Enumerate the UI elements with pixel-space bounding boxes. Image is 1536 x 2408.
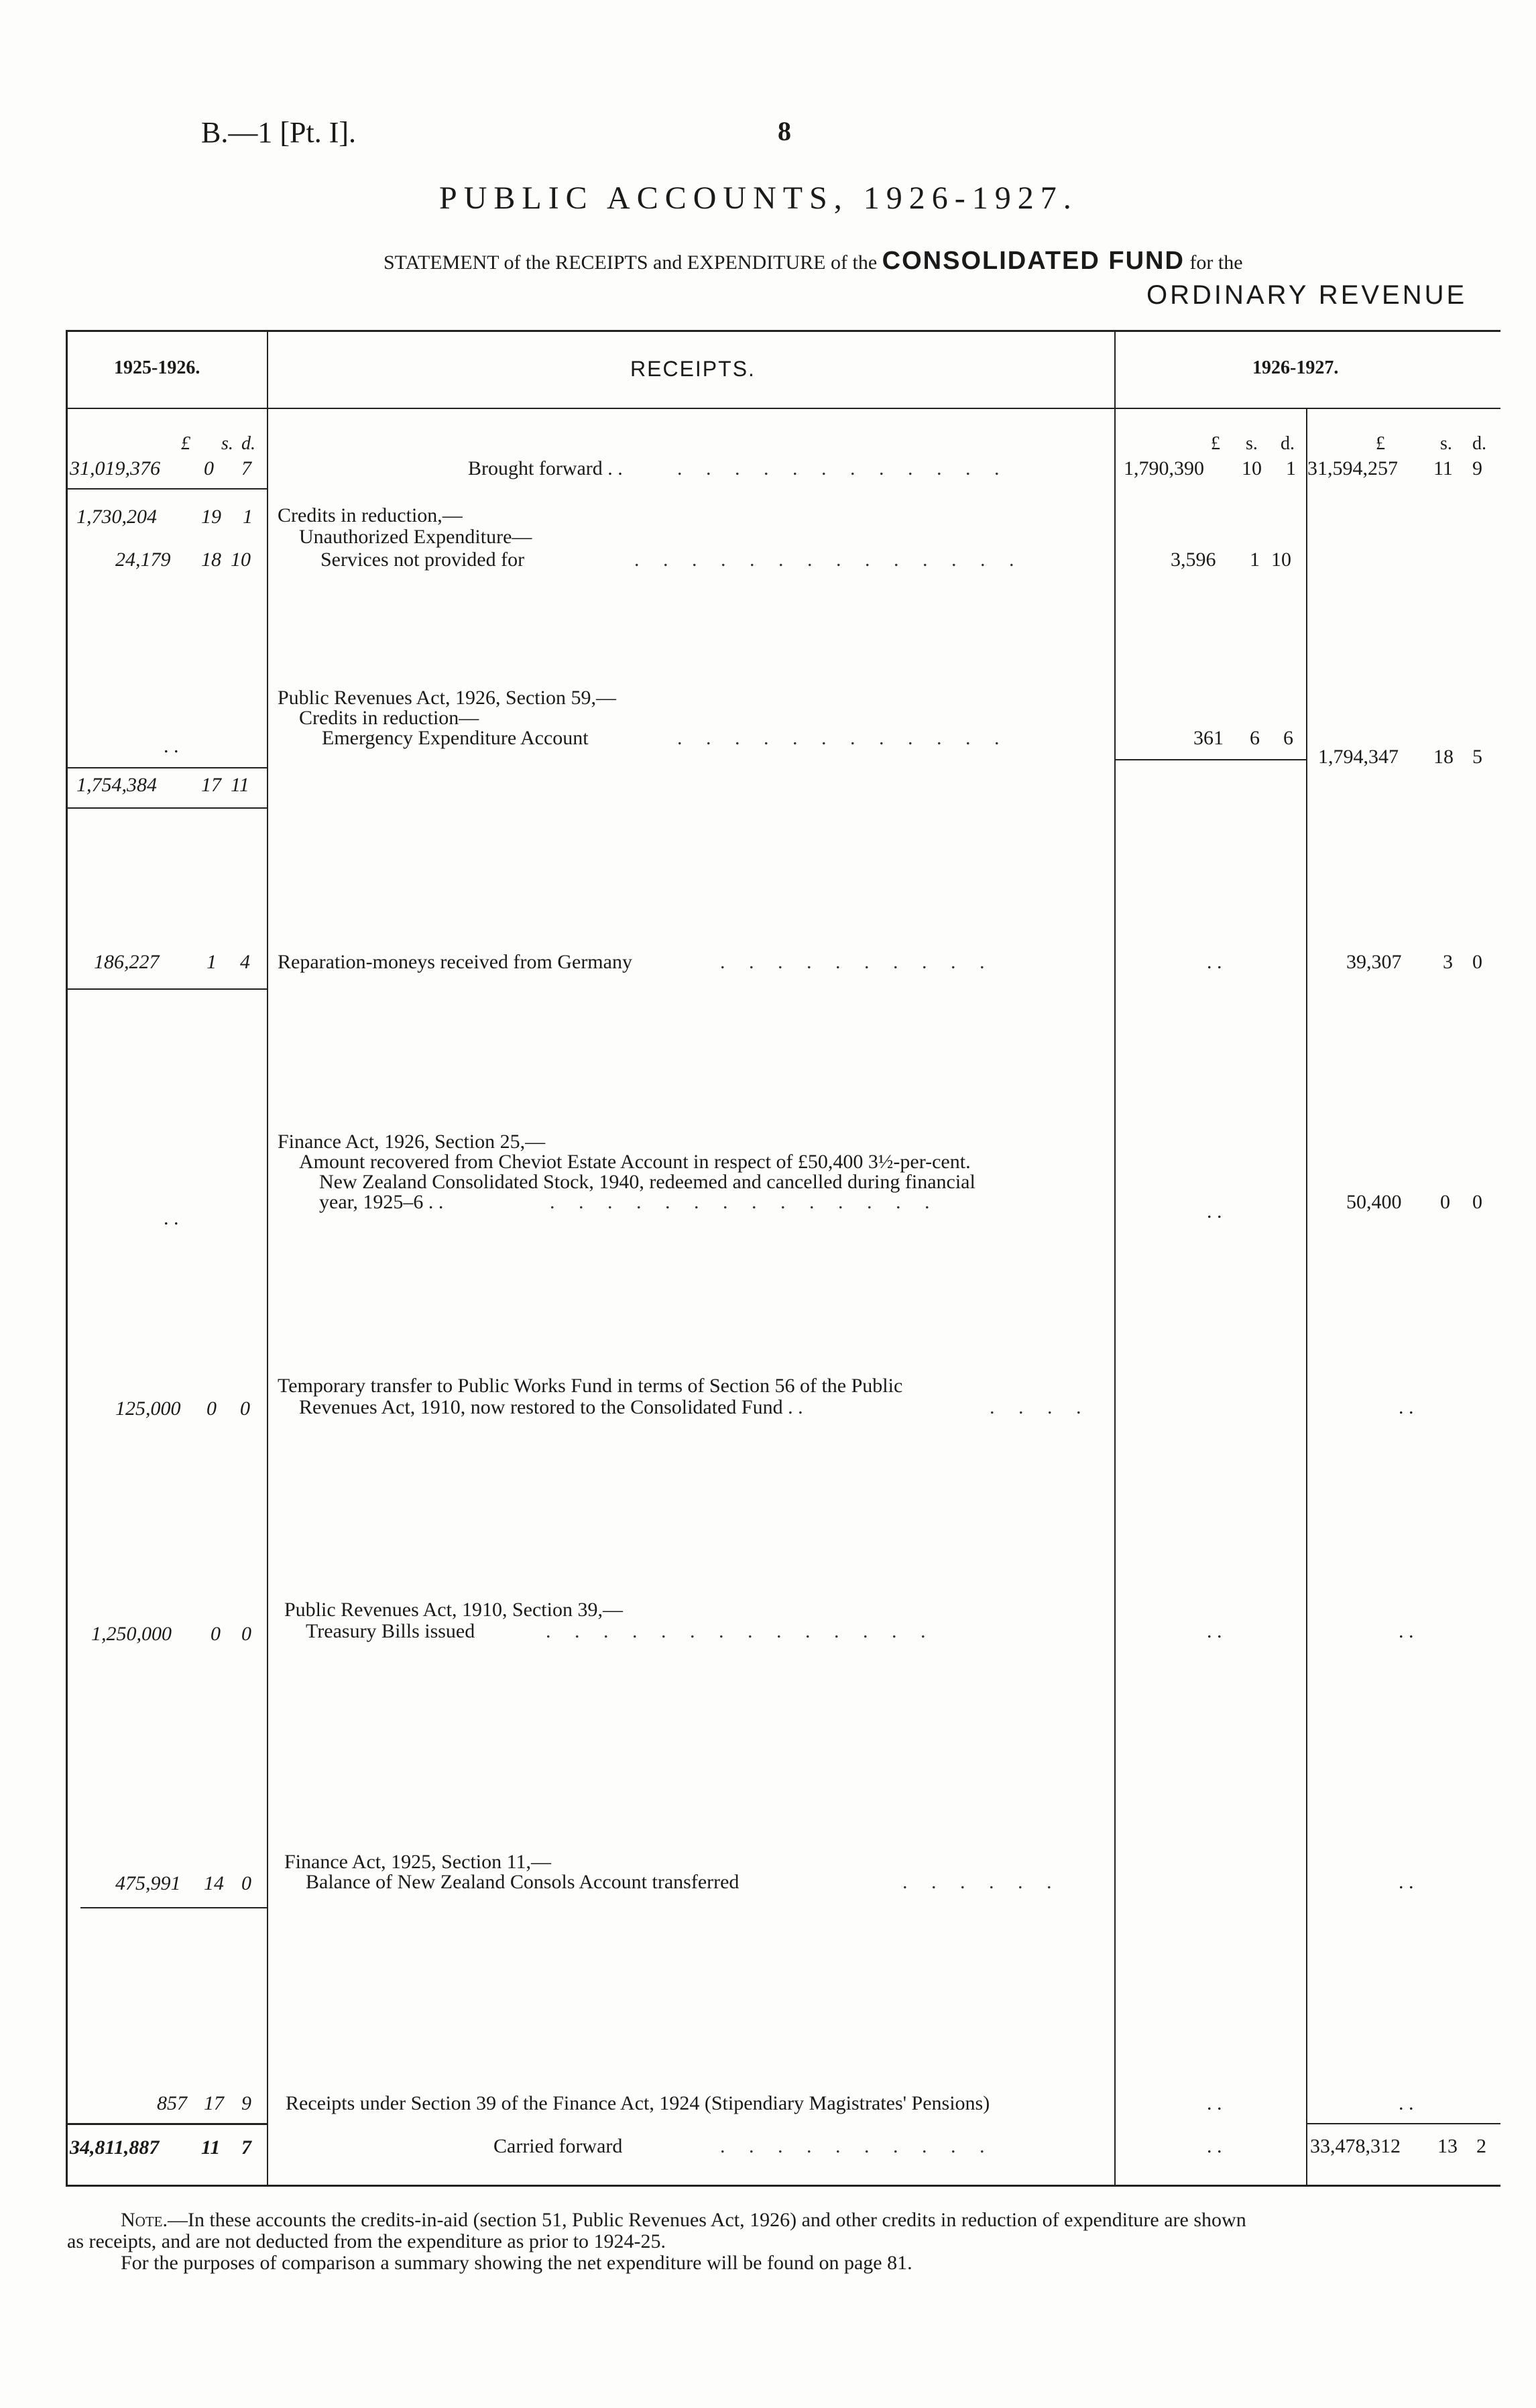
pra1926-prev-rule-top xyxy=(67,767,267,768)
reparation-rule xyxy=(67,988,267,990)
pra1926-prev-rule-bottom xyxy=(67,807,267,809)
brought-forward-prev-shillings: 0 xyxy=(204,457,214,479)
section39-label: Receipts under Section 39 of the Finance Act, 1924 (Stipendiary Magistrates' Pensions) xyxy=(286,2092,990,2114)
pra1910-leaders: . . . . . . . . . . . . . . xyxy=(546,1620,935,1642)
finance1926-line1: Finance Act, 1926, Section 25,— xyxy=(278,1131,546,1153)
finance1925-leaders: . . . . . . xyxy=(902,1871,1061,1893)
temporary-prev-shillings: 0 xyxy=(206,1397,217,1420)
finance1926-outer-shillings: 0 xyxy=(1440,1191,1450,1213)
brought-forward-inner-pence: 1 xyxy=(1286,457,1296,479)
temporary-line1: Temporary transfer to Public Works Fund in terms of Section 56 of the Public xyxy=(278,1375,903,1397)
carried-forward-inner: . . xyxy=(1207,2135,1222,2157)
table-top-rule xyxy=(66,330,1500,332)
footnote-text1: —In these accounts the credits-in-aid (section 51, Public Revenues Act, 1926) and other credits in reduction of expenditure are shown xyxy=(168,2209,1246,2231)
pra1926-prev-total-pounds: 1,754,384 xyxy=(76,774,157,796)
reparation-inner: . . xyxy=(1207,951,1222,973)
credits-prev-b-pounds: 24,179 xyxy=(115,549,171,571)
pra1926-inner-rule xyxy=(1116,759,1306,760)
reparation-outer-pounds: 39,307 xyxy=(1346,951,1402,973)
unit-prev-shillings: s. xyxy=(221,433,233,454)
page-number: 8 xyxy=(778,116,791,146)
col-header-curr-year: 1926-1927. xyxy=(1252,357,1339,378)
prev-year-col-rule xyxy=(267,330,268,2186)
carried-forward-prev-shillings: 11 xyxy=(201,2136,221,2159)
unit-outer-shillings: s. xyxy=(1440,433,1452,454)
credits-prev-a-pounds: 1,730,204 xyxy=(76,506,157,528)
statement-suffix: for the xyxy=(1189,251,1243,274)
finance1926-outer-pounds: 50,400 xyxy=(1346,1191,1402,1213)
temporary-prev-pounds: 125,000 xyxy=(115,1397,181,1420)
footnote-line2: as receipts, and are not deducted from the expenditure as prior to 1924-25. xyxy=(67,2230,666,2252)
finance1925-rule xyxy=(80,1907,267,1908)
section39-inner: . . xyxy=(1207,2092,1222,2114)
credits-leaders: . . . . . . . . . . . . . . xyxy=(634,549,1024,571)
pra1926-inner-pence: 6 xyxy=(1283,727,1293,749)
credits-line1: Credits in reduction,— xyxy=(278,504,463,526)
brought-forward-inner-shillings: 10 xyxy=(1242,457,1262,479)
brought-forward-prev-pounds: 31,019,376 xyxy=(70,457,160,479)
unit-prev-pence: d. xyxy=(241,433,255,454)
page-title: PUBLIC ACCOUNTS, 1926-1927. xyxy=(439,180,1078,216)
statement-subheading: ORDINARY REVENUE xyxy=(1146,280,1468,310)
carried-forward-label: Carried forward xyxy=(493,2135,623,2157)
pra1926-outer-pence: 5 xyxy=(1472,746,1482,768)
temporary-leaders: . . . . xyxy=(990,1396,1091,1418)
finance1926-line2: Amount recovered from Cheviot Estate Account in respect of £50,400 3½-per-cent. xyxy=(299,1151,971,1173)
finance1926-line4: year, 1925–6 . . xyxy=(319,1191,444,1213)
col-header-receipts: RECEIPTS. xyxy=(630,357,756,381)
table-left-rule xyxy=(66,330,68,2186)
unit-inner-pounds: £ xyxy=(1211,433,1220,454)
reparation-outer-shillings: 3 xyxy=(1443,951,1453,973)
statement-fund: CONSOLIDATED FUND xyxy=(882,247,1185,275)
temporary-prev-pence: 0 xyxy=(240,1397,250,1420)
section39-prev-pence: 9 xyxy=(241,2092,251,2114)
section39-prev-shillings: 17 xyxy=(204,2092,224,2114)
reparation-prev-pence: 4 xyxy=(240,951,250,973)
brought-forward-label: Brought forward . . xyxy=(468,457,623,479)
finance1925-outer: . . xyxy=(1399,1871,1414,1893)
pra1910-prev-pounds: 1,250,000 xyxy=(91,1623,172,1645)
finance1925-line1: Finance Act, 1925, Section 11,— xyxy=(284,1851,551,1873)
footnote-line1 xyxy=(121,2209,1246,2232)
unit-prev-pounds: £ xyxy=(181,433,190,454)
brought-forward-inner-pounds: 1,790,390 xyxy=(1124,457,1204,479)
pra1910-line1: Public Revenues Act, 1910, Section 39,— xyxy=(284,1599,623,1621)
brought-forward-outer-shillings: 11 xyxy=(1433,457,1453,479)
finance1926-outer-pence: 0 xyxy=(1472,1191,1482,1213)
receipts-col-rule xyxy=(1114,330,1116,2186)
finance1925-prev-pounds: 475,991 xyxy=(115,1872,181,1894)
pra1926-outer-pounds: 1,794,347 xyxy=(1318,746,1399,768)
finance1925-line2: Balance of New Zealand Consols Account transferred xyxy=(306,1871,740,1893)
table-bottom-rule xyxy=(66,2185,1500,2187)
unit-inner-shillings: s. xyxy=(1246,433,1258,454)
finance1926-leaders: . . . . . . . . . . . . . . xyxy=(550,1191,939,1213)
pra1926-line3: Emergency Expenditure Account xyxy=(322,727,589,749)
pra1926-leaders: . . . . . . . . . . . . xyxy=(677,727,1009,749)
pra1926-prev: . . xyxy=(164,735,179,757)
carried-forward-outer-shillings: 13 xyxy=(1437,2135,1458,2157)
brought-forward-rule xyxy=(67,488,267,490)
credits-inner-pounds: 3,596 xyxy=(1171,549,1216,571)
brought-forward-prev-pence: 7 xyxy=(241,457,251,479)
carried-forward-outer-rule xyxy=(1307,2123,1500,2124)
finance1926-prev: . . xyxy=(164,1207,179,1229)
credits-prev-a-shillings: 19 xyxy=(201,506,221,528)
carried-forward-leaders: . . . . . . . . . . xyxy=(720,2135,994,2157)
col-header-prev-year: 1925-1926. xyxy=(114,357,200,378)
pra1910-prev-pence: 0 xyxy=(241,1623,251,1645)
pra1926-inner-shillings: 6 xyxy=(1250,727,1260,749)
brought-forward-outer-pounds: 31,594,257 xyxy=(1307,457,1398,479)
pra1926-inner-pounds: 361 xyxy=(1193,727,1224,749)
finance1925-prev-pence: 0 xyxy=(241,1872,251,1894)
reparation-prev-pounds: 186,227 xyxy=(94,951,160,973)
pra1910-inner: . . xyxy=(1207,1620,1222,1642)
brought-forward-leaders: . . . . . . . . . . . . xyxy=(677,457,1009,479)
section39-rule xyxy=(67,2123,267,2125)
unit-inner-pence: d. xyxy=(1281,433,1295,454)
reparation-prev-shillings: 1 xyxy=(206,951,217,973)
finance1925-prev-shillings: 14 xyxy=(204,1872,224,1894)
reparation-label: Reparation-moneys received from Germany xyxy=(278,951,632,973)
inner-col-rule xyxy=(1306,409,1307,2186)
footnote-line3: For the purposes of comparison a summary showing the net expenditure will be found on page 81. xyxy=(121,2252,912,2274)
pra1926-line1: Public Revenues Act, 1926, Section 59,— xyxy=(278,687,616,709)
temporary-outer: . . xyxy=(1399,1396,1414,1418)
brought-forward-outer-pence: 9 xyxy=(1472,457,1482,479)
pra1926-prev-total-pence: 11 xyxy=(231,774,249,796)
temporary-line2: Revenues Act, 1910, now restored to the Consolidated Fund . . xyxy=(299,1396,803,1418)
credits-line2: Unauthorized Expenditure— xyxy=(299,526,532,548)
credits-inner-shillings: 1 xyxy=(1250,549,1260,571)
footnote-label: Note. xyxy=(121,2209,168,2231)
pra1926-outer-shillings: 18 xyxy=(1433,746,1454,768)
pra1910-prev-shillings: 0 xyxy=(211,1623,221,1645)
statement-heading xyxy=(383,247,1243,276)
carried-forward-prev-pence: 7 xyxy=(241,2136,251,2159)
unit-outer-pence: d. xyxy=(1472,433,1486,454)
section39-outer: . . xyxy=(1399,2092,1414,2114)
unit-outer-pounds: £ xyxy=(1376,433,1385,454)
document-reference: B.—1 [Pt. I]. xyxy=(201,116,356,149)
pra1910-outer: . . xyxy=(1399,1620,1414,1642)
finance1926-line3: New Zealand Consolidated Stock, 1940, redeemed and cancelled during financial xyxy=(319,1171,976,1193)
carried-forward-prev-pounds: 34,811,887 xyxy=(70,2136,160,2159)
credits-prev-b-shillings: 18 xyxy=(201,549,221,571)
carried-forward-outer-pence: 2 xyxy=(1476,2135,1486,2157)
credits-prev-b-pence: 10 xyxy=(231,549,251,571)
finance1926-inner: . . xyxy=(1207,1200,1222,1222)
statement-prefix: STATEMENT of the RECEIPTS and EXPENDITURE of the xyxy=(383,251,878,274)
carried-forward-outer-pounds: 33,478,312 xyxy=(1310,2135,1401,2157)
pra1926-prev-total-shillings: 17 xyxy=(201,774,221,796)
pra1910-line2: Treasury Bills issued xyxy=(306,1620,475,1642)
section39-prev-pounds: 857 xyxy=(157,2092,187,2114)
reparation-outer-pence: 0 xyxy=(1472,951,1482,973)
credits-line3: Services not provided for xyxy=(320,549,525,571)
credits-inner-pence: 10 xyxy=(1271,549,1291,571)
credits-prev-a-pence: 1 xyxy=(243,506,253,528)
reparation-leaders: . . . . . . . . . . xyxy=(720,951,994,973)
pra1926-line2: Credits in reduction— xyxy=(299,707,479,729)
header-bottom-rule xyxy=(66,408,1500,409)
